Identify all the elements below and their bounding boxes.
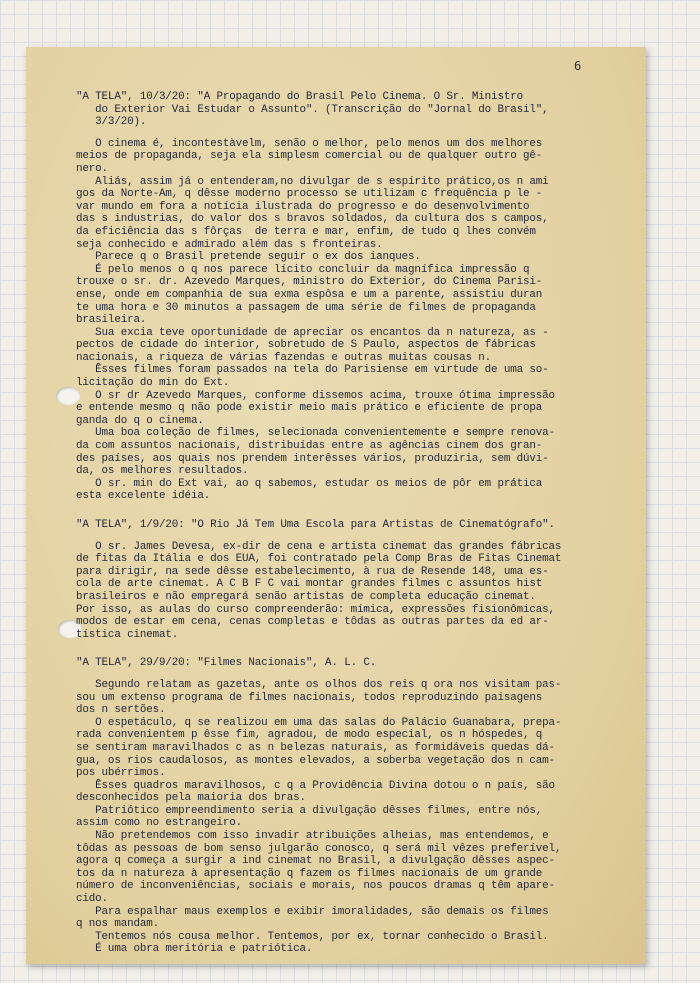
text-line: O sr dr Azevedo Marques, conforme dissemos acima, trouxe ótima impressão (76, 389, 555, 402)
text-line: modos de estar em cena, cenas completas e tôdas as outras partes da ed ar- (76, 616, 549, 629)
text-line: gua, os rios caudalosos, as montes elevados, a soberba vegetação dos n cam- (76, 754, 555, 767)
text-line: nero. (76, 162, 108, 175)
text-line: Uma boa coleção de filmes, selecionada convenientemente e sempre renova- (76, 427, 555, 440)
text-line: tos da n natureza à apresentação q fazem os filmes nacionais de um grande (76, 867, 543, 880)
text-line: Aliás, assim já o entenderam,no divulgar de s espírito prático,os n ami (76, 175, 549, 188)
text-line: meios de propaganda, seja ela simplesm comercial ou de qualquer outro gê- (76, 150, 543, 163)
text-line: Patriótico empreendimento seria a divulgação dêsses filmes, entre nós, (76, 804, 543, 817)
article-filmes-nacionais (76, 679, 642, 956)
heading-a-tela-1-9-20 (76, 519, 642, 532)
text-line: brasileira. (76, 314, 147, 327)
text-line: Parece q o Brasil pretende seguir o ex dos ianques. (76, 251, 421, 264)
text-line: Êsses quadros maravilhosos, c q a Providência Divina dotou o n país, são (76, 779, 555, 792)
text-line: O cinema é, incontestàvelm, senão o melhor, pelo menos um dos melhores (76, 137, 543, 150)
heading-a-tela-10-3-20 (76, 91, 642, 129)
text-line: agora q começa a surgir a ind cinemat no Brasil, a divulgação dêsses aspec- (76, 855, 555, 868)
typewritten-page (26, 47, 646, 964)
text-line: O espetáculo, q se realizou em uma das salas do Palácio Guanabara, prepa- (76, 716, 562, 729)
text-line: pectos de cidade do interior, sobretudo de S Paulo, aspectos de fábricas (76, 339, 536, 352)
text-line: assim como no estrangeiro. (76, 817, 243, 830)
article-propaganda-brasil (76, 138, 642, 503)
text-line: É pelo menos o q nos parece lícito concluir da magnífica impressão q (76, 263, 530, 276)
text-line: número de inconveniências, sociais e morais, nos poucos dramas q têm apare- (76, 880, 555, 893)
text-line: O sr. min do Ext vai, ao q sabemos, estudar os meios de pôr em prática (76, 477, 543, 490)
text-line: ense, onde em companhia de sua exma espôsa e um a parente, assistiu duran (76, 288, 543, 301)
text-line: seja conhecido e admirado além das s fronteiras. (76, 238, 383, 251)
text-line: É uma obra meritória e patriótica. (76, 943, 313, 956)
text-line: desconhecidos pela maioria dos bras. (76, 792, 306, 805)
text-line: do Exterior Vai Estudar o Assunto". (Transcrição do "Jornal do Brasil", (76, 103, 549, 116)
text-line: Para espalhar maus exemplos e exibir imoralidades, são demais os filmes (76, 905, 549, 918)
text-line: sou um extenso programa de filmes nacionais, todos reproduzindo paisagens (76, 691, 543, 704)
text-line: da com assuntos nacionais, distribuídas entre as agências cinem dos gran- (76, 440, 543, 453)
text-line: cido. (76, 893, 108, 906)
text-line: "A TELA", 29/9/20: "Filmes Nacionais", A. L. C. (76, 657, 377, 670)
document-body (76, 91, 642, 956)
text-line: nacionais, a riqueza de várias fazendas e outras muitas cousas n. (76, 351, 492, 364)
text-line: Segundo relatam as gazetas, ante os olhos dos reis q ora nos visitam pas- (76, 678, 562, 691)
text-line: "A TELA", 1/9/20: "O Rio Já Tem Uma Escola para Artistas de Cinematógrafo". (76, 519, 555, 531)
text-line: Não pretendemos com isso invadir atribuições alheias, mas entendemos, e (76, 830, 549, 843)
text-line: brasileiros e não empregará senão artistas de completa educação cinemat. (76, 590, 536, 603)
text-line: Sua excia teve oportunidade de apreciar os encantos da n natureza, as - (76, 326, 549, 339)
text-line: ganda do q o cinema. (76, 414, 204, 427)
heading-a-tela-29-9-20 (76, 657, 642, 670)
text-line: Por isso, as aulas do curso compreenderão: mímica, expressões fisionômicas, (76, 603, 555, 616)
text-line: 3/3/20). (76, 116, 147, 129)
text-line: "A TELA", 10/3/20: "A Propagando do Brasil Pelo Cinema. O Sr. Ministro (76, 91, 523, 103)
text-line: esta excelente idéia. (76, 490, 211, 503)
text-line: q nos mandam. (76, 918, 160, 931)
text-line: cola de arte cinemat. A C B F C vai montar grandes filmes c assuntos hist (76, 578, 543, 591)
text-line: O sr. James Devesa, ex-dir de cena e artista cinemat das grandes fábricas (76, 540, 562, 553)
text-line: gos da Norte-Am, q dêsse moderno processo se utilizam c frequência p le - (76, 188, 543, 201)
text-line: te uma hora e 30 minutos a passagem de uma série de filmes de propaganda (76, 301, 536, 314)
text-line: des países, aos quais nos prendem interêsses vários, produziria, sem dúvi- (76, 452, 549, 465)
text-line: tôdas as pessoas de bom senso julgarão conosco, q será mil vêzes preferível, (76, 842, 562, 855)
text-line: Tentemos nós cousa melhor. Tentemos, por ex, tornar conhecido o Brasil. (76, 930, 549, 943)
text-line: da, os melhores resultados. (76, 465, 249, 478)
text-line: das s industrias, do valor dos s bravos soldados, da cultura dos s campos, (76, 213, 549, 226)
text-line: var mundo em fora a notícia ilustrada do progresso e do desenvolvimento (76, 200, 530, 213)
text-line: pos ubérrimos. (76, 767, 166, 780)
text-line: dos n sertões. (76, 704, 166, 717)
text-line: de fitas da Itália e dos EUA, foi contratado pela Comp Bras de Fitas Cinemat (76, 553, 562, 566)
page-number: 6 (574, 59, 582, 73)
article-escola-artistas (76, 541, 642, 642)
text-line: da eficiência das s fôrças de terra e mar, enfim, de tudo q lhes convém (76, 225, 536, 238)
text-line: rada convenientem p êsse fim, agradou, de modo especial, os n hóspedes, q (76, 729, 543, 742)
text-line: Êsses filmes foram passados na tela do Parisiense em virtude de uma so- (76, 364, 549, 377)
text-line: para dirigir, na sede dêsse estabelecimento, à rua de Resende 148, uma es- (76, 565, 549, 578)
text-line: e entende mesmo q não pode existir meio mais prático e eficiente de propa (76, 402, 543, 415)
text-line: licitação do min do Ext. (76, 377, 230, 390)
text-line: se sentiram maravilhados c as n belezas naturais, as formidáveis quedas dá- (76, 741, 555, 754)
text-line: tística cinemat. (76, 628, 179, 641)
text-line: trouxe o sr. dr. Azevedo Marques, ministro do Exterior, do Cinema Parisi- (76, 276, 543, 289)
